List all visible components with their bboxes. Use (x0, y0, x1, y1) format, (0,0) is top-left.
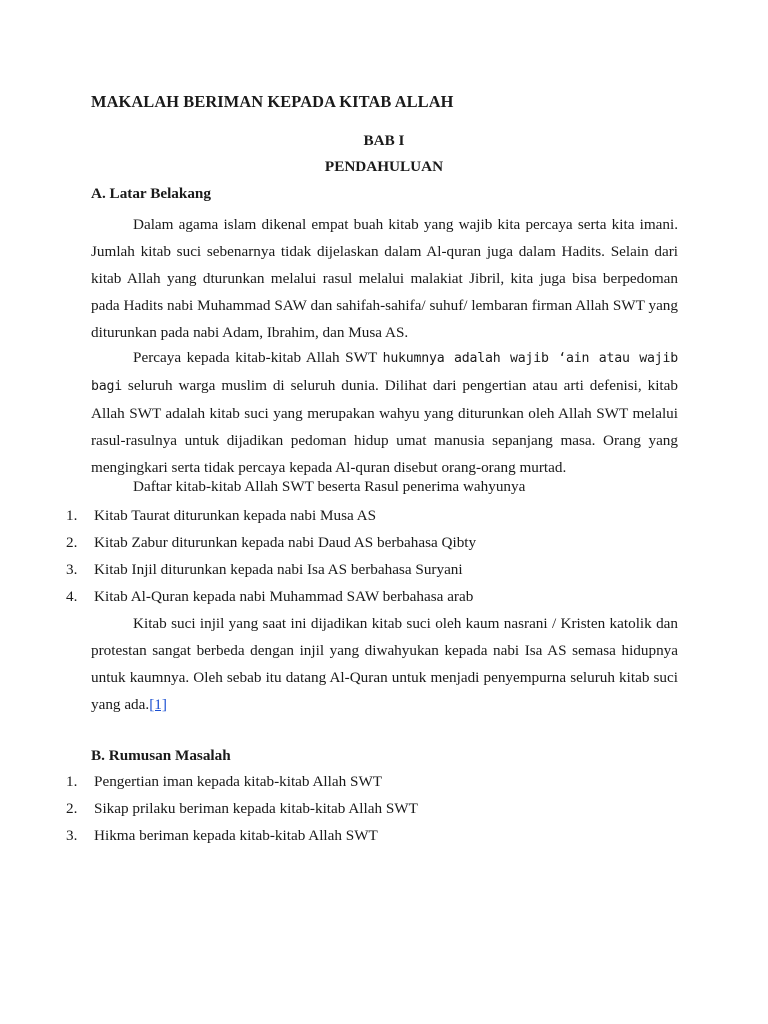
paragraph-belief-part1: Percaya kepada kitab-kitab Allah SWT (133, 349, 383, 366)
list-item-number: 3. (66, 561, 78, 578)
paragraph-belief-part3: seluruh warga muslim di seluruh dunia. Dilihat dari pengertian atau arti defenisi, kitab Allah SWT adalah kitab suci yang merupakan wahyu yang diturunkan oleh Allah SWT melalui rasul-rasulnya untuk dijadikan pedoman hidup umat manusia sepanjang masa. Orang yang mengingkari serta tidak percaya kepada Al-quran disebut orang-orang murtad. (91, 377, 678, 476)
paragraph-belief-part2: hukumnya adalah wajib ‘ain atau wajib bagi (91, 351, 678, 394)
paragraph-belief (91, 344, 678, 481)
chapter-title: PENDAHULUAN (324, 158, 444, 175)
list-item-number: 3. (66, 827, 78, 844)
chapter-number: BAB I (363, 132, 405, 149)
list-item-text: Kitab Al-Quran kepada nabi Muhammad SAW berbahasa arab (94, 588, 474, 605)
paragraph-injil-text: Kitab suci injil yang saat ini dijadikan kitab suci oleh kaum nasrani / Kristen katolik dan protestan sangat berbeda dengan injil yang diwahyukan kepada nabi Isa AS semasa hidupnya untuk kaumnya. Oleh sebab itu datang Al-Quran untuk menjadi penyempurna seluruh kitab suci yang ada. (91, 615, 678, 713)
paragraph-intro: Dalam agama islam dikenal empat buah kitab yang wajib kita percaya serta kita imani. Jumlah kitab suci sebenarnya tidak dijelaskan dalam Al-quran juga dalam Hadits. Selain dari kitab Allah yang dturunkan melalui rasul melalui malakiat Jibril, kita juga bisa berpedoman pada Hadits nabi Muhammad SAW dan sahifah-sahifa/ suhuf/ lembaran firman Allah SWT yang diturunkan pada nabi Adam, Ibrahim, dan Musa AS. (91, 216, 678, 341)
list-intro: Daftar kitab-kitab Allah SWT beserta Rasul penerima wahyunya (133, 478, 526, 495)
list-item-number: 1. (66, 507, 78, 524)
footnote-reference-link[interactable]: [1] (149, 696, 167, 713)
list-item-text: Kitab Zabur diturunkan kepada nabi Daud AS berbahasa Qibty (94, 534, 477, 551)
document-title: MAKALAH BERIMAN KEPADA KITAB ALLAH (91, 92, 454, 111)
list-item-text: Pengertian iman kepada kitab-kitab Allah SWT (94, 773, 383, 790)
list-item-number: 2. (66, 534, 78, 551)
list-item-text: Sikap prilaku beriman kepada kitab-kitab Allah SWT (94, 800, 418, 817)
paragraph-injil (91, 610, 678, 718)
section-b-heading: B. Rumusan Masalah (91, 747, 231, 764)
list-item-text: Kitab Taurat diturunkan kepada nabi Musa AS (94, 507, 377, 524)
section-a-heading: A. Latar Belakang (91, 185, 211, 202)
list-item-number: 4. (66, 588, 78, 605)
list-item-text: Kitab Injil diturunkan kepada nabi Isa AS berbahasa Suryani (94, 561, 463, 578)
list-item-number: 1. (66, 773, 78, 790)
list-item-number: 2. (66, 800, 78, 817)
list-item-text: Hikma beriman kepada kitab-kitab Allah SWT (94, 827, 378, 844)
